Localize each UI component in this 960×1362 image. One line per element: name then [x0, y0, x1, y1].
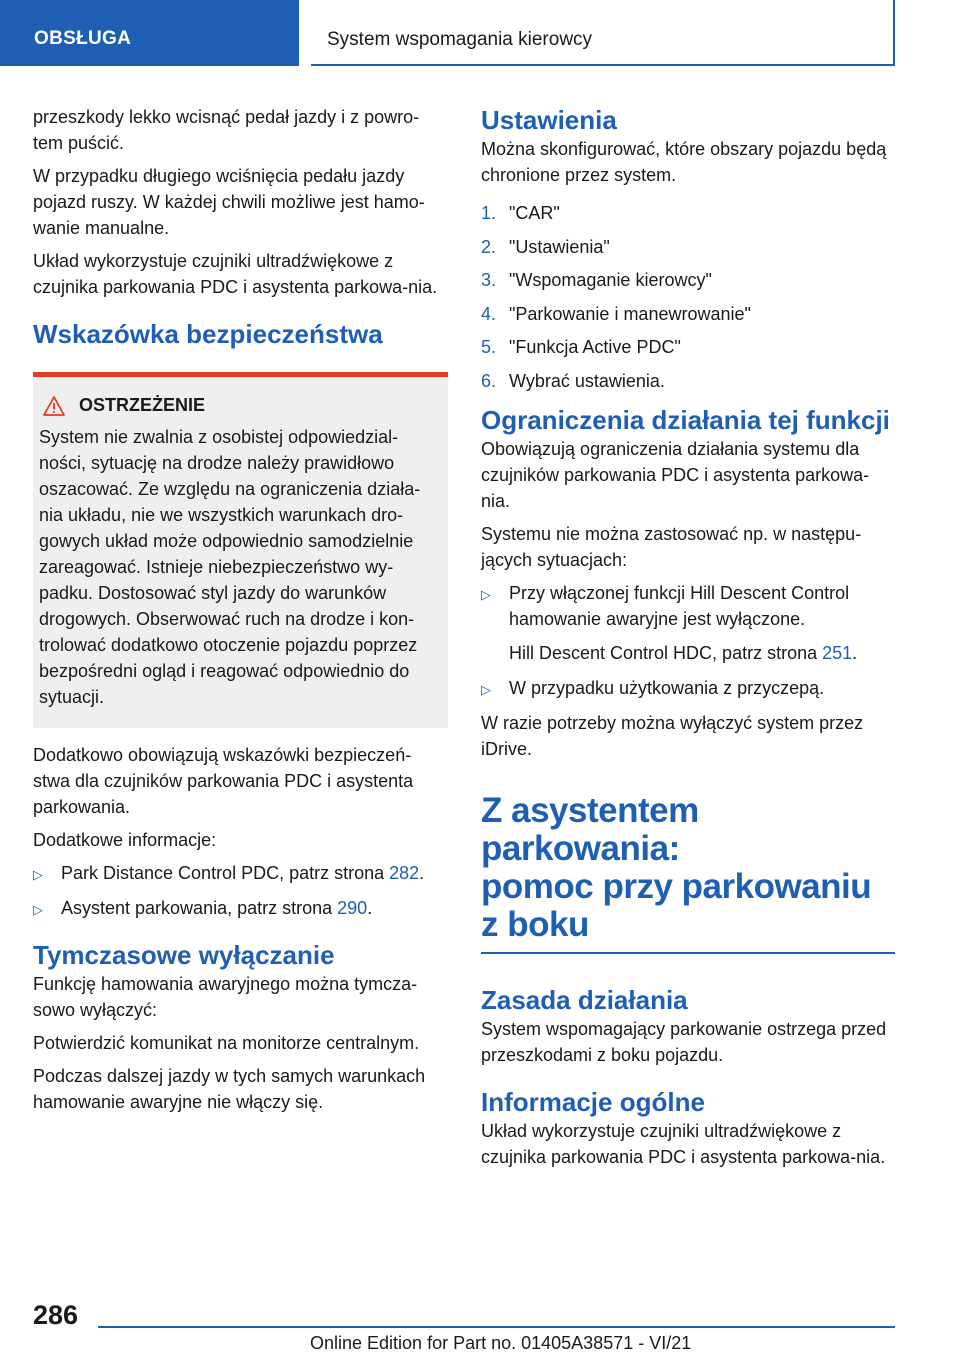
page-number: 286 — [33, 1300, 79, 1330]
header-section-label: OBSŁUGA — [34, 28, 132, 49]
limits-list — [481, 580, 895, 701]
general-heading: Informacje ogólne — [481, 1086, 705, 1117]
limits-paragraph-1: Obowiązują ograniczenia działania systemu dla czujników parkowania PDC i asystenta parkowa-nia. — [481, 438, 870, 511]
step-text: "Funkcja Active PDC" — [509, 337, 681, 357]
step-number: 1. — [481, 203, 497, 223]
footer-rule — [98, 1326, 895, 1328]
chapter-heading-line-1: Z asystentem parkowania: — [481, 790, 699, 868]
list-item — [481, 580, 895, 666]
header-chapter-label: System wspomagania kierowcy — [327, 29, 593, 50]
limits-paragraph-3: W razie potrzeby można wyłączyć system przez iDrive. — [481, 712, 864, 759]
intro-paragraph-1: przeszkody lekko wcisnąć pedał jazdy i z powro-tem puścić. — [33, 107, 420, 153]
warning-triangle-icon — [43, 396, 65, 416]
step-item — [481, 368, 895, 394]
after-warning-paragraph: Dodatkowo obowiązują wskazówki bezpieczeń-stwa dla czujników parkowania PDC i asystenta parkowania. — [33, 745, 414, 817]
limits-paragraph-2: Systemu nie można zastosować np. w następu-jących sytuacjach: — [481, 523, 862, 570]
settings-steps — [481, 200, 895, 394]
step-text: "CAR" — [509, 203, 560, 223]
page-link-290[interactable]: 290 — [337, 898, 368, 918]
more-info-label: Dodatkowe informacje: — [33, 830, 217, 850]
chapter-heading — [481, 792, 895, 944]
step-item — [481, 267, 895, 293]
page-link-282[interactable]: 282 — [389, 863, 420, 883]
temp-paragraph-2: Potwierdzić komunikat na monitorze centralnym. — [33, 1033, 420, 1053]
left-column — [33, 104, 448, 1122]
step-number: 3. — [481, 270, 497, 290]
temp-disable-heading: Tymczasowe wyłączanie — [33, 940, 335, 970]
list-item-text: Przy włączonej funkcji Hill Descent Control hamowanie awaryjne jest wyłączone. — [509, 582, 850, 629]
settings-intro: Można skonfigurować, które obszary pojazdu będą chronione przez system. — [481, 139, 887, 185]
step-text: Wybrać ustawienia. — [509, 370, 665, 391]
list-item-text: Park Distance Control PDC, patrz strona — [61, 863, 390, 883]
step-item — [481, 234, 895, 260]
chapter-divider — [481, 952, 895, 954]
list-item-subnote — [509, 640, 895, 666]
chapter-heading-line-2: pomoc przy parkowaniu — [481, 866, 872, 906]
temp-paragraph-3: Podczas dalszej jazdy w tych samych warunkach hamowanie awaryjne nie włączy się. — [33, 1066, 426, 1112]
chapter-heading-line-3: z boku — [481, 904, 589, 944]
step-number: 6. — [481, 370, 497, 391]
list-item-text: W przypadku użytkowania z przyczepą. — [509, 677, 825, 698]
step-number: 2. — [481, 236, 497, 257]
principle-heading: Zasada działania — [481, 984, 688, 1015]
step-item — [481, 200, 895, 226]
warning-title-text: OSTRZEŻENIE — [79, 395, 206, 415]
bullet-triangle-icon: ▷ — [33, 867, 43, 882]
subnote-tail: . — [852, 642, 858, 663]
step-number: 5. — [481, 337, 497, 357]
header-section-tab — [0, 0, 299, 66]
footer-edition: Online Edition for Part no. 01405A38571 - VI/21 — [310, 1333, 692, 1353]
list-item-text: Asystent parkowania, patrz strona — [61, 898, 338, 918]
safety-heading: Wskazówka bezpieczeństwa — [33, 319, 383, 349]
right-column — [481, 104, 895, 1177]
general-text: Układ wykorzystuje czujniki ultradźwiękowe z czujnika parkowania PDC i asystenta parkowa-nia. — [481, 1120, 886, 1167]
header-chapter-box — [311, 0, 895, 66]
intro-paragraph-3: Układ wykorzystuje czujniki ultradźwiękowe z czujnika parkowania PDC i asystenta parkowa-nia. — [33, 251, 438, 297]
principle-text: System wspomagający parkowanie ostrzega przed przeszkodami z boku pojazdu. — [481, 1018, 887, 1065]
warning-title — [39, 395, 440, 416]
list-item — [33, 895, 448, 921]
list-item-tail: . — [419, 863, 425, 883]
list-item — [33, 860, 448, 886]
temp-paragraph-1: Funkcję hamowania awaryjnego można tymcza-sowo wyłączyć: — [33, 974, 418, 1020]
list-item — [481, 675, 895, 701]
step-text: "Ustawienia" — [509, 236, 610, 257]
step-item — [481, 301, 895, 327]
intro-paragraph-2: W przypadku długiego wciśnięcia pedału jazdy pojazd ruszy. W każdej chwili możliwe jest hamo-wanie manualne. — [33, 166, 425, 238]
step-text: "Wspomaganie kierowcy" — [509, 270, 712, 290]
warning-text: System nie zwalnia z osobistej odpowiedzial-ności, sytuację na drodze należy prawidłowo oszacować. Ze względu na ograniczenia działa-nia układu, nie we wszystkich warunkach dro-gowych układ może odpowiednio samodzielnie zareagować. Istnieje niebezpieczeństwo wy-padku. Dostosować styl jazdy do warunków drogowych. Obserwować ruch na drodze i kon-trolować dodatkowo otoczenie pojazdu poprzez bezpośredni ogląd i reagować odpowiednio do sytuacji. — [39, 427, 421, 707]
bullet-triangle-icon: ▷ — [481, 586, 491, 602]
warning-box — [33, 372, 448, 728]
bullet-triangle-icon: ▷ — [481, 681, 491, 697]
page-link-251[interactable]: 251 — [822, 642, 853, 663]
limits-heading: Ograniczenia działania tej funkcji — [481, 404, 890, 435]
step-item — [481, 334, 895, 360]
step-text: "Parkowanie i manewrowanie" — [509, 303, 751, 324]
settings-heading: Ustawienia — [481, 105, 617, 135]
list-item-tail: . — [367, 898, 373, 918]
subnote-text: Hill Descent Control HDC, patrz strona — [509, 642, 823, 663]
step-number: 4. — [481, 303, 497, 324]
bullet-triangle-icon: ▷ — [33, 902, 43, 917]
more-info-list — [33, 860, 448, 921]
